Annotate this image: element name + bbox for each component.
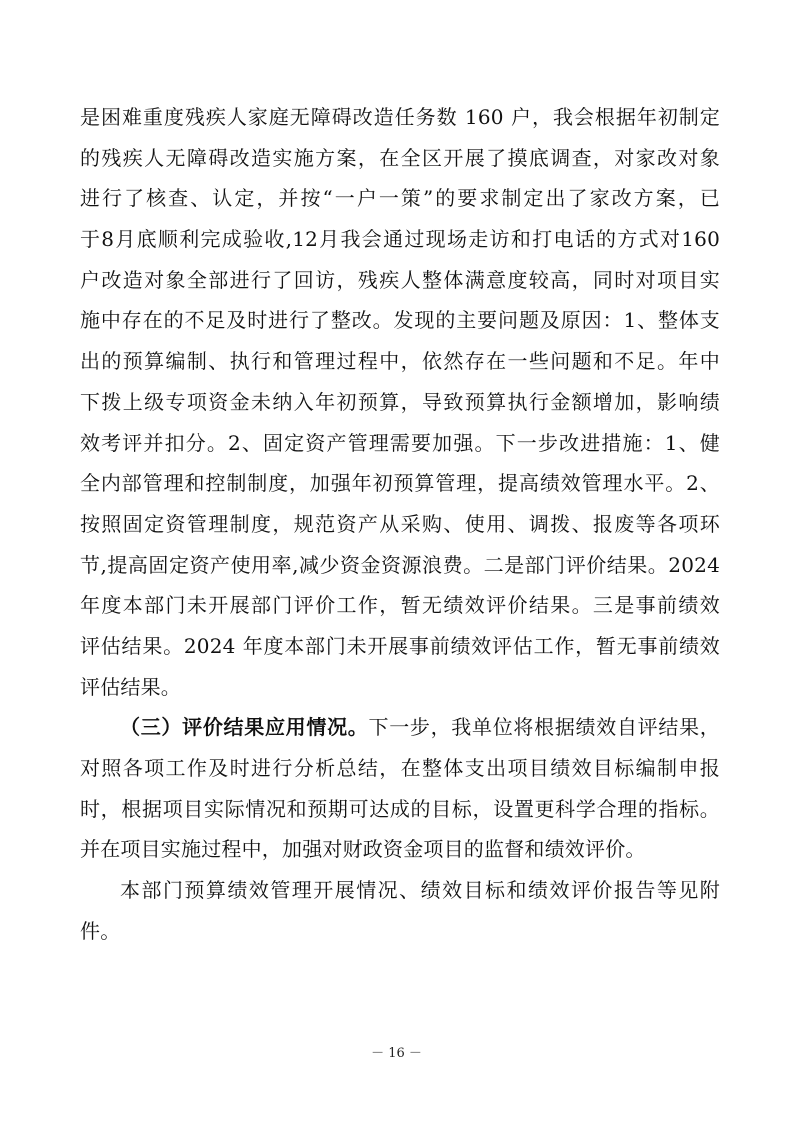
text-line: 件。 bbox=[80, 918, 121, 943]
page-number: － 16 － bbox=[371, 1046, 422, 1061]
text-line: 评估结果。 bbox=[80, 674, 181, 699]
text-line: 节,提高固定资产使用率,减少资金资源浪费。二是部门评价结果。2024 bbox=[80, 552, 720, 577]
text-line: 按照固定资管理制度，规范资产从采购、使用、调拨、报废等各项环 bbox=[80, 511, 720, 536]
text-line: 的残疾人无障碍改造实施方案，在全区开展了摸底调查，对家改对象 bbox=[80, 145, 720, 170]
paragraph-performance-issues bbox=[80, 97, 720, 707]
section-heading: （三）评价结果应用情况。 bbox=[120, 715, 369, 740]
text-line: 时，根据项目实际情况和预期可达成的目标，设置更科学合理的指标。 bbox=[80, 796, 720, 821]
text-line: 出的预算编制、执行和管理过程中，依然存在一些问题和不足。年中 bbox=[80, 349, 720, 374]
text-line: 于8月底顺利完成验收,12月我会通过现场走访和打电话的方式对160 bbox=[80, 227, 720, 252]
heading-followup-text: 下一步，我单位将根据绩效自评结果， bbox=[368, 715, 720, 740]
text-line: 并在项目实施过程中，加强对财政资金项目的监督和绩效评价。 bbox=[80, 837, 646, 862]
text-line: 对照各项工作及时进行分析总结，在整体支出项目绩效目标编制申报 bbox=[80, 756, 720, 780]
text-line: 评估结果。2024 年度本部门未开展事前绩效评估工作，暂无事前绩效 bbox=[80, 633, 720, 658]
paragraph-attachment-note bbox=[80, 870, 720, 951]
text-line: 效考评并扣分。2、固定资产管理需要加强。下一步改进措施：1、健 bbox=[80, 430, 720, 455]
text-line: 进行了核查、认定，并按“一户一策”的要求制定出了家改方案，已 bbox=[80, 186, 720, 211]
text-line: 下拨上级专项资金未纳入年初预算，导致预算执行金额增加，影响绩 bbox=[80, 389, 720, 414]
text-line: 是困难重度残疾人家庭无障碍改造任务数 160 户，我会根据年初制定 bbox=[80, 105, 720, 129]
text-line: 年度本部门未开展部门评价工作，暂无绩效评价结果。三是事前绩效 bbox=[80, 593, 720, 618]
text-line: 户改造对象全部进行了回访，残疾人整体满意度较高，同时对项目实 bbox=[80, 267, 720, 292]
text-line: 本部门预算绩效管理开展情况、绩效目标和绩效评价报告等见附 bbox=[120, 878, 720, 903]
text-line: 施中存在的不足及时进行了整改。发现的主要问题及原因：1、整体支 bbox=[80, 308, 720, 333]
text-line: 全内部管理和控制制度，加强年初预算管理，提高绩效管理水平。2、 bbox=[80, 471, 720, 496]
paragraph-result-application bbox=[80, 707, 720, 870]
text-line bbox=[80, 707, 720, 748]
body-text bbox=[80, 97, 720, 951]
